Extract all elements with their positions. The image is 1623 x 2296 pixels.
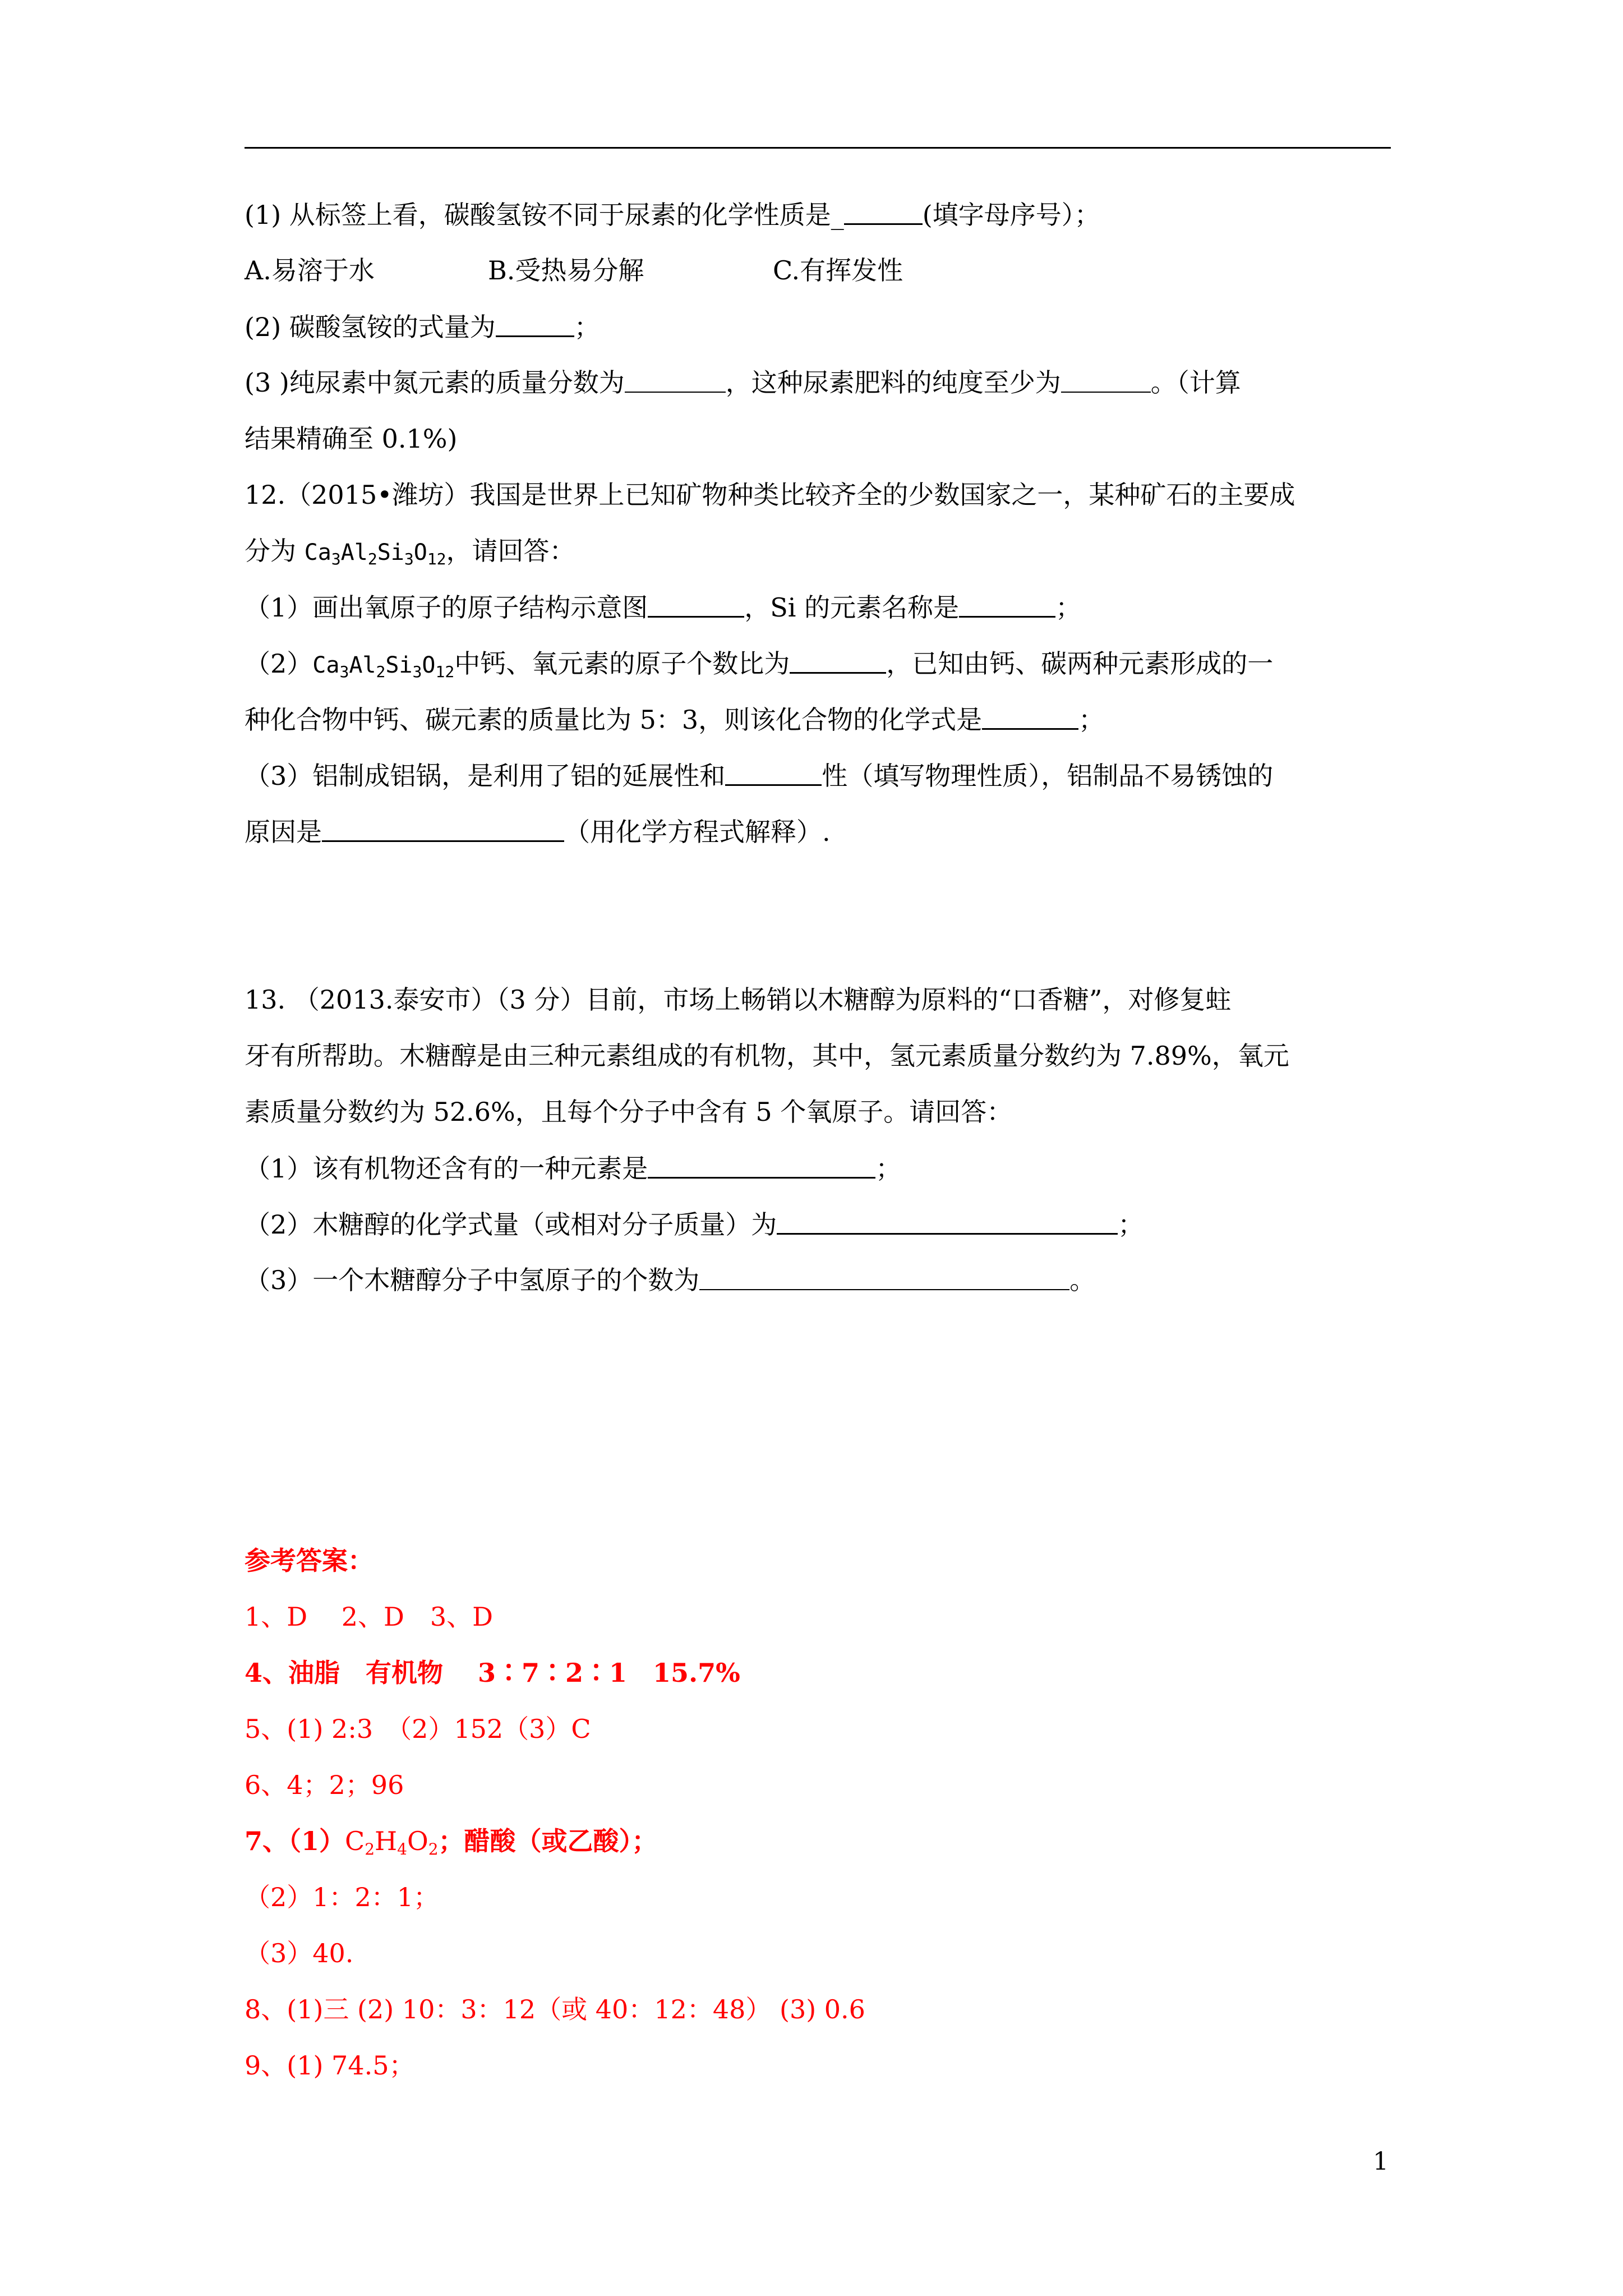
- q12-part3: （3）铝制成铝锅，是利用了铝的延展性和 性（填写物理性质），铝制品不易锈蚀的: [245, 758, 1273, 793]
- blank[interactable]: [699, 1263, 1069, 1290]
- formula-c2h4o2: $C_2H_4O_2$: [345, 1826, 439, 1858]
- q12-head-cont: 分为 $Ca_3Al_2Si_3O_{12}$，请回答：: [245, 536, 575, 568]
- blank[interactable]: [777, 1207, 1118, 1235]
- q12-part1: （1）画出氧原子的原子结构示意图 ，Si 的元素名称是 ；: [245, 590, 1081, 624]
- answer-6: 6、4；2；96: [245, 1770, 404, 1800]
- blank[interactable]: [648, 1151, 875, 1179]
- q11-part2: (2) 碳酸氢铵的式量为 ；: [245, 310, 600, 344]
- blank[interactable]: [496, 310, 574, 337]
- blank[interactable]: [982, 702, 1078, 730]
- q11-options: A.易溶于水 B.受热易分解 C.有挥发性: [245, 255, 903, 286]
- answer-5: 5、(1) 2:3 （2）152（3）C: [245, 1714, 591, 1744]
- q11-part1: (1) 从标签上看，碳酸氢铵不同于尿素的化学性质是_ (填字母序号）；: [245, 197, 1100, 232]
- blank[interactable]: [790, 646, 886, 674]
- q12-part3-cont: 原因是 （用化学方程式解释）.: [245, 815, 831, 849]
- blank[interactable]: [625, 366, 726, 393]
- formula-ca3al2si3o12: $Ca_3Al_2Si_3O_{12}$: [312, 652, 455, 681]
- blank[interactable]: [959, 590, 1055, 618]
- q12-part2-cont: 种化合物中钙、碳元素的质量比为 5：3，则该化合物的化学式是 ；: [245, 702, 1104, 737]
- q13-part2: （2）木糖醇的化学式量（或相对分子质量）为 ；: [245, 1207, 1144, 1241]
- q13-part3: （3）一个木糖醇分子中氢原子的个数为 。: [245, 1263, 1095, 1297]
- blank[interactable]: [844, 197, 923, 225]
- answer-7: 7、$(1)C_2H_4O_2$；醋酸（或乙酸）；: [245, 1826, 658, 1858]
- header-rule: [245, 147, 1391, 149]
- formula-ca3al2si3o12: $Ca_3Al_2Si_3O_{12}$: [304, 540, 446, 568]
- blank[interactable]: [322, 815, 564, 842]
- q13-head: 13. （2013.泰安市）（3 分）目前，市场上畅销以木糖醇为原料的“口香糖”，对修复蛀: [245, 984, 1232, 1015]
- q12-head: 12.（2015•潍坊）我国是世界上已知矿物种类比较齐全的少数国家之一，某种矿石的主要成: [245, 480, 1295, 510]
- answer-9: 9、(1) 74.5；: [245, 2050, 415, 2081]
- q13-head-cont2: 素质量分数约为 52.6%，且每个分子中含有 5 个氧原子。请回答：: [245, 1097, 1013, 1127]
- answer-1-3: 1、D 2、D 3、D: [245, 1602, 494, 1632]
- answer-7-2: （2）1：2：1；: [245, 1882, 440, 1912]
- blank[interactable]: [725, 758, 822, 786]
- blank[interactable]: [648, 590, 744, 618]
- q11-part3: (3 )纯尿素中氮元素的质量分数为 ，这种尿素肥料的纯度至少为 。（计算: [245, 366, 1241, 399]
- q12-part2: $(2)Ca_3Al_2Si_3O_{12}$中钙、氧元素的原子个数比为 ，已知由钙、碳两种元素形成的一: [245, 646, 1273, 682]
- answer-4: 4、油脂 有机物 3∶7∶2∶1 15.7%: [245, 1658, 740, 1688]
- answers-title: 参考答案：: [245, 1545, 374, 1576]
- q11-part3-cont: 结果精确至 0.1%): [245, 424, 458, 454]
- q13-part1: （1）该有机物还含有的一种元素是 ；: [245, 1151, 901, 1185]
- q13-head-cont1: 牙有所帮助。木糖醇是由三种元素组成的有机物，其中，氢元素质量分数约为 7.89%，氧元: [245, 1041, 1289, 1071]
- answer-8: 8、(1)三 (2) 10：3：12（或 40：12：48） (3) 0.6: [245, 1994, 865, 2024]
- blank[interactable]: [1061, 366, 1151, 393]
- page-number: 1: [1373, 2147, 1389, 2176]
- answer-7-3: （3）40.: [245, 1938, 354, 1968]
